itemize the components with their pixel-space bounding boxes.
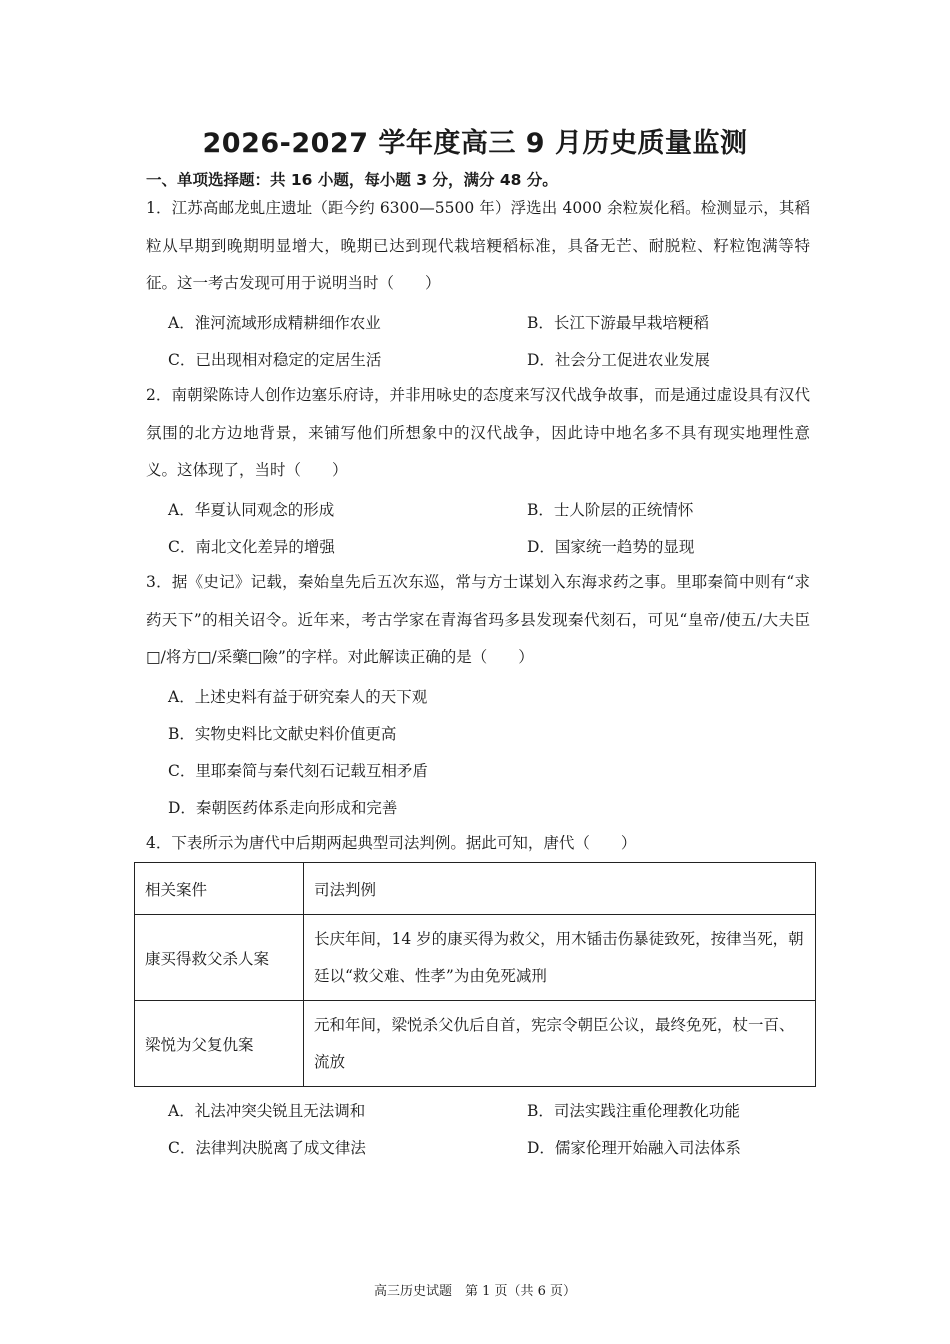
question-2-option-c[interactable]: C．南北文化差异的增强 bbox=[168, 538, 335, 556]
question-2-option-d[interactable]: D．国家统一趋势的显现 bbox=[527, 538, 695, 556]
question-4-option-a[interactable]: A．礼法冲突尖锐且无法调和 bbox=[168, 1102, 366, 1120]
exam-title: 2026-2027 学年度高三 9 月历史质量监测 bbox=[202, 128, 748, 159]
question-4-stem: 4．下表所示为唐代中后期两起典型司法判例。据此可知，唐代（ ） bbox=[146, 834, 637, 852]
table-row bbox=[135, 1001, 816, 1087]
table-header-cell: 相关案件 bbox=[135, 863, 304, 915]
question-3-option-c[interactable]: C．里耶秦简与秦代刻石记载互相矛盾 bbox=[168, 762, 428, 780]
question-2-option-b[interactable]: B．士人阶层的正统情怀 bbox=[527, 501, 694, 519]
table-header-cell: 司法判例 bbox=[304, 863, 816, 915]
table-cell-case: 梁悦为父复仇案 bbox=[135, 1001, 304, 1087]
question-1-option-c[interactable]: C．已出现相对稳定的定居生活 bbox=[168, 351, 382, 369]
question-1-option-a[interactable]: A．淮河流域形成精耕细作农业 bbox=[168, 314, 381, 332]
question-1-option-d[interactable]: D．社会分工促进农业发展 bbox=[527, 351, 710, 369]
page-footer: 高三历史试题 第 1 页（共 6 页） bbox=[373, 1284, 577, 1299]
question-1-option-b[interactable]: B．长江下游最早栽培粳稻 bbox=[527, 314, 709, 332]
question-2-option-a[interactable]: A．华夏认同观念的形成 bbox=[168, 501, 335, 519]
question-4-option-d[interactable]: D．儒家伦理开始融入司法体系 bbox=[527, 1139, 741, 1157]
table-cell-case: 康买得救父杀人案 bbox=[135, 915, 304, 1001]
table-cell-ruling: 长庆年间，14 岁的康买得为救父，用木锸击伤暴徒致死，按律当死，朝廷以“救父难、性孝”为由免死减刑 bbox=[304, 915, 816, 1001]
question-4-option-b[interactable]: B．司法实践注重伦理教化功能 bbox=[527, 1102, 740, 1120]
question-3-option-a[interactable]: A．上述史料有益于研究秦人的天下观 bbox=[168, 688, 428, 706]
question-3-option-d[interactable]: D．秦朝医药体系走向形成和完善 bbox=[168, 799, 398, 817]
section-heading: 一、单项选择题：共 16 小题，每小题 3 分，满分 48 分。 bbox=[146, 171, 558, 189]
question-2-stem: 2．南朝梁陈诗人创作边塞乐府诗，并非用咏史的态度来写汉代战争故事，而是通过虚设具有汉代氛围的北方边地背景，来铺写他们所想象中的汉代战争，因此诗中地名多不具有现实地理性意义。这体现了，当时（ ） bbox=[146, 386, 810, 479]
question-3-option-b[interactable]: B．实物史料比文献史料价值更高 bbox=[168, 725, 397, 743]
question-3-stem: 3．据《史记》记载，秦始皇先后五次东巡，常与方士谋划入东海求药之事。里耶秦简中则有“求药天下”的相关诏令。近年来，考古学家在青海省玛多县发现秦代刻石，可见“皇帝/使五/大夫臣□/将方□/采藥□險”的字样。对此解读正确的是（ ） bbox=[146, 573, 810, 666]
judicial-cases-table bbox=[134, 862, 816, 1087]
table-row bbox=[135, 915, 816, 1001]
table-cell-ruling: 元和年间，梁悦杀父仇后自首，宪宗令朝臣公议，最终免死，杖一百、流放 bbox=[304, 1001, 816, 1087]
question-1-stem: 1．江苏高邮龙虬庄遗址（距今约 6300—5500 年）浮选出 4000 余粒炭化稻。检测显示，其稻粒从早期到晚期明显增大，晚期已达到现代栽培粳稻标准，具备无芒、耐脱粒、籽粒饱满等特征。这一考古发现可用于说明当时（ ） bbox=[146, 199, 810, 292]
table-header-row bbox=[135, 863, 816, 915]
question-4-option-c[interactable]: C．法律判决脱离了成文律法 bbox=[168, 1139, 366, 1157]
